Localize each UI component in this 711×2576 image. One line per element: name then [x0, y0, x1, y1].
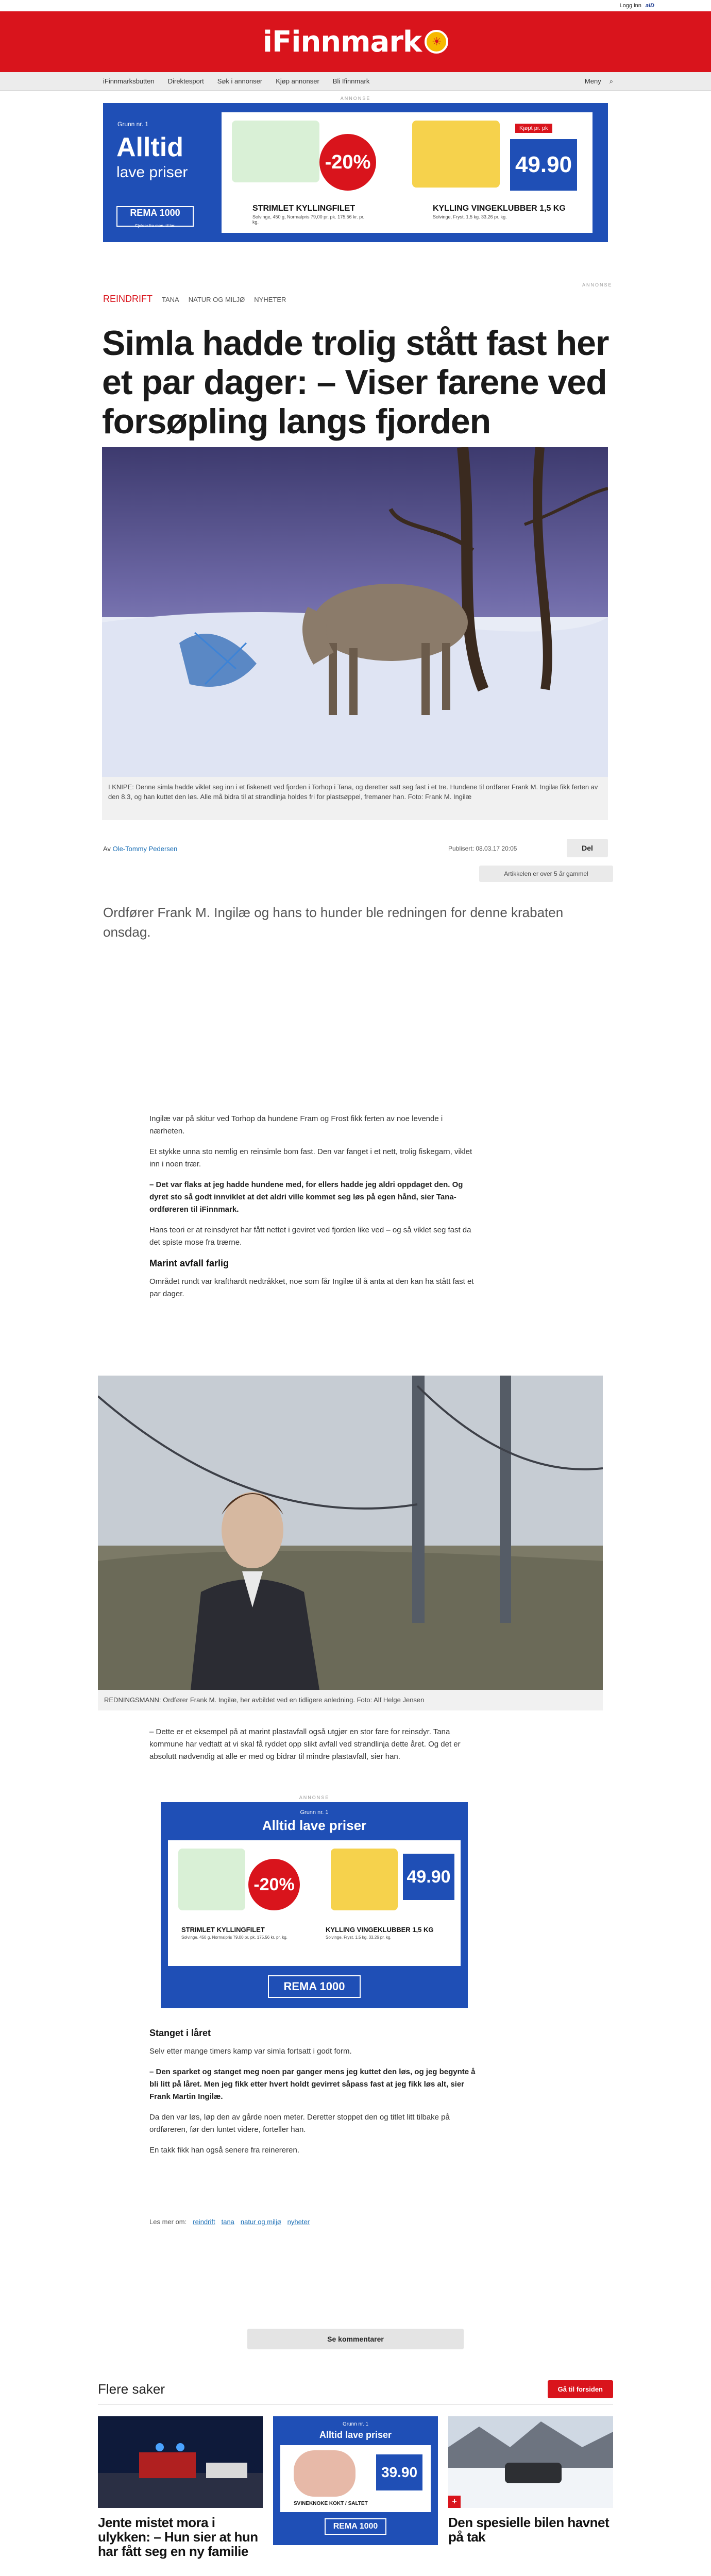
nav-item-butikk[interactable]: iFinnmarksbutten	[103, 77, 155, 85]
share-button[interactable]: Del	[567, 839, 608, 857]
rema-logo-text: REMA 1000	[130, 208, 180, 218]
menu-button[interactable]	[585, 77, 613, 86]
top-strip	[0, 0, 711, 11]
paragraph: – Dette er et eksempel på at marint plastavfall også utgjør en stor fare for reinsdyr. Tana kommune har vedtatt at vi skal få ryddet opp slikt avfall ved strandlinja dette året. Og det er absolutt nødvendig at alle er med og bidrar til mindre plastavfall, sier han.	[149, 1727, 461, 1761]
paragraph: Hans teori er at reinsdyret har fått nettet i geviret ved fjorden like ved – og så viklet seg fast da det spiste mose fra trærne.	[149, 1226, 471, 1247]
byline	[103, 845, 177, 853]
inline-product1-image	[178, 1849, 245, 1910]
teaser-ad-product-image	[294, 2450, 356, 2497]
show-comments-button[interactable]: Se kommentarer	[247, 2329, 464, 2349]
inline-price-badge: 49.90	[403, 1854, 454, 1900]
site-logo[interactable]	[263, 25, 448, 59]
paragraph: En takk fikk han også senere fra reinereren.	[149, 2146, 299, 2155]
paragraph: Ingilæ var på skitur ved Torhop da hundene Fram og Frost fikk ferten av noe levende i nærheten.	[149, 1114, 443, 1136]
subheading: Marint avfall farlig	[149, 1258, 229, 1268]
byline-prefix: Av	[103, 845, 111, 853]
inline-ad-brand: Grunn nr. 1	[300, 1809, 329, 1816]
main-photo[interactable]	[102, 447, 608, 777]
snow-car-illustration	[448, 2416, 613, 2508]
inline-ad[interactable]	[161, 1802, 468, 2008]
product1-name: STRIMLET KYLLINGFILET	[252, 204, 356, 213]
author-link[interactable]: Ole-Tommy Pedersen	[112, 845, 178, 853]
sun-icon: ☀	[425, 30, 448, 54]
aid-logo[interactable]: aID	[645, 3, 654, 9]
tag-reindrift[interactable]: reindrift	[193, 2218, 215, 2226]
tag-nyheter[interactable]: nyheter	[287, 2218, 310, 2226]
teaser-ad-product: SVINEKNOKE KOKT / SALTET	[294, 2501, 368, 2506]
login-link[interactable]: Logg inn	[619, 3, 641, 9]
tag-tana[interactable]: tana	[221, 2218, 234, 2226]
published-date: Publisert: 08.03.17 20:05	[448, 845, 517, 852]
rema-logo	[116, 206, 194, 227]
product2-image	[412, 121, 500, 188]
more-stories-title: Flere saker	[98, 2381, 165, 2397]
goto-frontpage-button[interactable]: Gå til forsiden	[548, 2380, 613, 2398]
price-badge: 49.90	[510, 139, 577, 191]
inline-ad-title-2: lave priser	[299, 1818, 367, 1833]
teaser-ad-brand: Grunn nr. 1	[342, 2421, 369, 2427]
section-tags	[103, 294, 286, 304]
quote-paragraph: – Det var flaks at jeg hadde hundene med, for ellers hadde jeg aldri oppdaget den. Og dyret sto så godt innviklet at det aldri ville kommet seg løs på egen hånd, sier Tana-ordføreren til iFinnmark.	[149, 1180, 463, 1214]
inline-product2-image	[331, 1849, 398, 1910]
paragraph: Selv etter mange timers kamp var simla fortsatt i godt form.	[149, 2047, 352, 2056]
reindeer-photo-illustration	[102, 447, 608, 777]
inline-ad-title-1: Alltid	[262, 1818, 296, 1833]
article-body-2	[149, 1726, 479, 1771]
inline-product2-name: KYLLING VINGEKLUBBER 1,5 KG	[326, 1926, 434, 1934]
tags-label: Les mer om:	[149, 2218, 187, 2226]
product1-desc: Solvinge, 450 g, Normalpris 79,00 pr. pk. 175,56 kr. pr. kg.	[252, 214, 365, 225]
product2-name: KYLLING VINGEKLUBBER 1,5 KG	[433, 204, 566, 213]
teaser-image	[98, 2416, 263, 2508]
night-accident-illustration	[98, 2416, 263, 2508]
ad-label-right: ANNONSE	[582, 282, 613, 287]
nav-item-bli-med[interactable]: Bli Ifinnmark	[332, 77, 370, 85]
inline-product1-name: STRIMLET KYLLINGFILET	[181, 1926, 265, 1934]
inline-ad-label: ANNONSE	[299, 1795, 330, 1800]
paragraph: Et stykke unna sto nemlig en reinsimle bom fast. Den var fanget i et nett, trolig fiskegarn, viklet inn i noen trær.	[149, 1147, 472, 1168]
inline-discount-badge: -20%	[248, 1859, 300, 1910]
second-photo[interactable]	[98, 1376, 603, 1690]
ad-subtitle: lave priser	[116, 164, 188, 181]
photo-caption: I KNIPE: Denne simla hadde viklet seg inn i et fiskenett ved fjorden i Torhop i Tana, og deretter satt seg fast i et tre. Hundene til ordfører Frank M. Ingilæ fikk ferten av den 8.3, og han kuttet den løs. Alle må bidra til at strandlinja holdes fri for plastsøppel, fremaner han. Foto: Frank M. Ingilæ	[102, 777, 608, 820]
teaser-image	[448, 2416, 613, 2508]
teaser-ad-title: Alltid lave priser	[319, 2430, 392, 2440]
ad-brand-small: Grunn nr. 1	[117, 121, 149, 128]
rema-logo-sub: Gjelder fra man. til lør.	[134, 224, 176, 228]
article-ingress: Ordfører Frank M. Ingilæ og hans to hunder ble redningen for denne krabaten onsdag.	[103, 905, 564, 940]
tag-link-nyheter[interactable]: NYHETER	[254, 296, 286, 303]
paragraph: Området rundt var krafthardt nedtråkket, noe som får Ingilæ til å anta at den kan ha stått fast et par dager.	[149, 1277, 474, 1298]
brand-bar	[0, 11, 711, 72]
category-link[interactable]: REINDRIFT	[103, 294, 153, 304]
nav-item-direktesport[interactable]: Direktesport	[167, 77, 204, 85]
photo-caption-2: REDNINGSMANN: Ordfører Frank M. Ingilæ, her avbildet ved en tidligere anledning. Foto: Alf Helge Jensen	[98, 1690, 603, 1710]
inline-product1-desc: Solvinge, 450 g, Normalpris 79,00 pr. pk. 175,56 kr. pr. kg.	[181, 1935, 287, 1940]
top-ad-banner[interactable]	[103, 103, 608, 242]
product1-image	[232, 121, 319, 182]
teaser-ad[interactable]	[273, 2416, 438, 2545]
article-body-3	[149, 2025, 479, 2165]
tag-link-tana[interactable]: TANA	[162, 296, 179, 303]
article-headline: Simla hadde trolig stått fast her et par dager: – Viser farene ved forsøpling langs fjorden	[102, 324, 609, 441]
article-age-notice: Artikkelen er over 5 år gammel	[479, 866, 613, 882]
article-body-1	[149, 1113, 479, 1309]
bridge-portrait-illustration	[98, 1376, 603, 1690]
paragraph: Da den var løs, løp den av gårde noen meter. Deretter stoppet den og titlet litt tilbake på ordføreren, før den luntet videre, forteller han.	[149, 2113, 450, 2134]
article-tags	[149, 2218, 310, 2226]
subheading: Stanget i låret	[149, 2028, 211, 2038]
menu-label: Meny	[584, 77, 601, 85]
teaser-ad-price: 39.90	[376, 2454, 422, 2490]
inline-rema-logo: REMA 1000	[268, 1975, 361, 1998]
product2-desc: Solvinge, Fryst, 1,5 kg. 33,26 pr. kg.	[433, 214, 507, 219]
main-nav	[0, 72, 711, 91]
discount-badge: -20%	[319, 134, 376, 191]
teaser-card[interactable]	[98, 2416, 263, 2558]
inline-product2-desc: Solvinge, Fryst, 1,5 kg. 33,26 pr. kg.	[326, 1935, 392, 1940]
ad-title: Alltid	[116, 132, 183, 162]
search-icon[interactable]: ⌕	[609, 77, 613, 85]
tag-link-natur[interactable]: NATUR OG MILJØ	[188, 296, 245, 303]
teaser-ad-rema: REMA 1000	[325, 2518, 386, 2535]
site-logo-text: iFinnmark	[262, 25, 422, 59]
teaser-card[interactable]	[448, 2416, 613, 2544]
teaser-title: Jente mistet mora i ulykken: – Hun sier at hun har fått seg en ny familie	[98, 2515, 258, 2559]
tag-natur[interactable]: natur og miljø	[240, 2218, 281, 2226]
quote-paragraph: – Den sparket og stanget meg noen par ganger mens jeg kuttet den løs, og jeg begynte å bli litt på låret. Men jeg fikk etter hvert holdt gevirret såpass fast at jeg fikk løs alt, sier Frank Martin Ingilæ.	[149, 2067, 476, 2101]
ad-label: ANNONSE	[340, 96, 371, 101]
nav-item-sok-annonser[interactable]: Søk i annonser	[217, 77, 263, 85]
plus-icon: +	[448, 2496, 461, 2508]
price-label: Kjøpt pr. pk	[515, 124, 552, 133]
inline-ad-title	[161, 1818, 468, 1834]
more-stories-header	[98, 2380, 613, 2405]
teaser-title: Den spesielle bilen havnet på tak	[448, 2515, 610, 2545]
nav-item-kjop-annonser[interactable]: Kjøp annonser	[276, 77, 319, 85]
